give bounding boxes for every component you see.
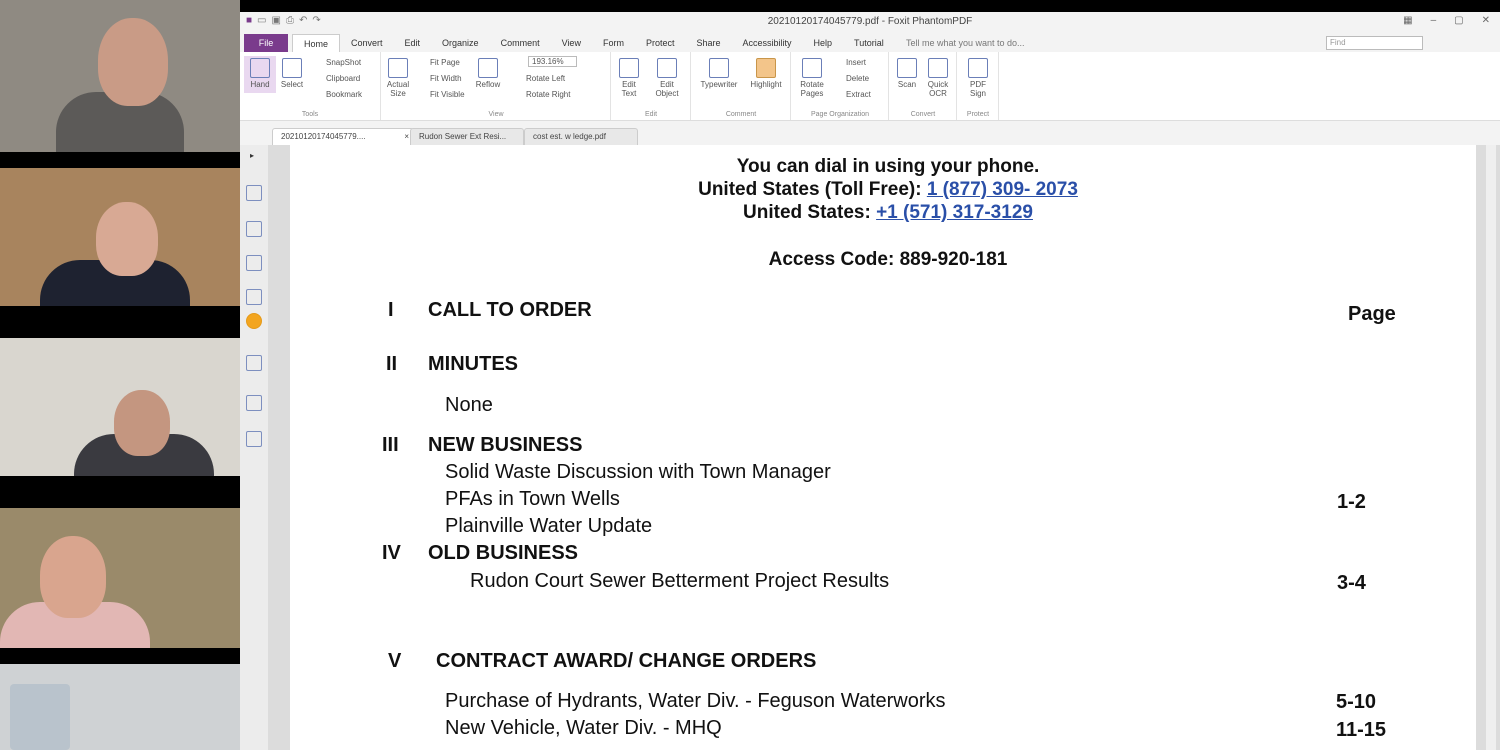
group-label-tools: Tools <box>301 111 319 118</box>
dial-in-heading: You can dial in using your phone. <box>736 156 1040 177</box>
file-menu-button[interactable]: File <box>244 34 288 52</box>
highlight-icon <box>756 58 776 78</box>
participant-head <box>98 18 168 106</box>
group-label-view: View <box>488 111 504 118</box>
section-number: II <box>386 353 398 375</box>
group-label-comment: Comment <box>725 111 757 118</box>
agenda-item: None <box>445 394 493 416</box>
ribbon-tabs <box>292 34 895 52</box>
redo-icon[interactable]: ↷ <box>312 15 321 26</box>
section-number: I <box>388 299 394 321</box>
tab-convert[interactable]: Convert <box>351 38 383 48</box>
document-area <box>268 145 1500 750</box>
select-icon <box>282 58 302 78</box>
agenda-page-ref: 11-15 <box>1336 719 1387 741</box>
reflow-label: Reflow <box>475 80 501 89</box>
agenda-item: Plainville Water Update <box>445 515 653 537</box>
section-number: IV <box>382 542 401 564</box>
tab-view[interactable]: View <box>561 38 581 48</box>
ribbon-group-view <box>382 52 611 120</box>
tab-comment[interactable]: Comment <box>500 38 540 48</box>
undo-icon[interactable]: ↶ <box>298 15 308 26</box>
access-code: Access Code: 889-920-181 <box>768 249 1008 270</box>
edit-text-icon <box>619 58 639 78</box>
reflow-button[interactable] <box>474 58 502 89</box>
tab-form[interactable]: Form <box>602 38 624 48</box>
group-label-page-organization: Page Organization <box>811 111 869 118</box>
agenda-item: PFAs in Town Wells <box>445 488 620 510</box>
maximize-icon[interactable]: ▢ <box>1454 15 1464 26</box>
tab-share[interactable]: Share <box>696 38 721 48</box>
window-controls <box>1403 15 1490 26</box>
minimize-icon[interactable]: – <box>1430 15 1437 26</box>
select-label: Select <box>280 80 304 89</box>
section-number: V <box>388 650 402 672</box>
pdf-sign-label: PDF Sign <box>969 80 986 98</box>
edit-text-button[interactable] <box>614 58 644 98</box>
window-title: 20210120174045779.pdf - Foxit PhantomPDF <box>767 16 973 27</box>
agenda-item: Purchase of Hydrants, Water Div. - Feguson Waterworks <box>445 690 946 712</box>
menu-bar <box>240 34 1500 52</box>
group-label-convert: Convert <box>910 111 936 118</box>
rotate-pages-label: Rotate Pages <box>800 80 824 98</box>
us-number-link[interactable]: +1 (571) 317-3129 <box>876 202 1033 223</box>
rotate-pages-button[interactable] <box>794 58 830 98</box>
rotate-left-button[interactable]: Rotate Left <box>526 74 566 83</box>
edit-text-label: Edit Text <box>621 80 637 98</box>
edit-object-button[interactable] <box>648 58 686 98</box>
highlight-label: Highlight <box>750 80 782 89</box>
toll-free-label: United States (Toll Free): <box>698 179 922 200</box>
reflow-icon <box>478 58 498 78</box>
close-icon[interactable]: ✕ <box>1481 15 1490 26</box>
ribbon-group-edit <box>612 52 691 120</box>
agenda-page-ref: 5-10 <box>1336 691 1377 713</box>
participant-video-4[interactable] <box>0 508 240 648</box>
participant-head <box>40 536 106 618</box>
restore-icon[interactable]: ▦ <box>1403 15 1413 26</box>
ribbon-group-convert <box>890 52 957 120</box>
page-column-header: Page <box>1348 303 1396 325</box>
form-icon[interactable] <box>246 395 262 411</box>
app-logo-icon: ■ <box>246 15 253 26</box>
ribbon-group-page-organization <box>792 52 889 120</box>
select-tool-button[interactable] <box>278 58 306 89</box>
quick-ocr-button[interactable] <box>924 58 952 98</box>
navigation-panel <box>240 145 268 750</box>
group-label-protect: Protect <box>966 111 990 118</box>
section-number: III <box>382 434 399 456</box>
agenda-item: New Vehicle, Water Div. - MHQ <box>445 717 722 739</box>
tab-protect[interactable]: Protect <box>645 38 675 48</box>
doc-tab-title: 20210120174045779.... <box>281 132 366 141</box>
hand-tool-button[interactable] <box>244 56 276 93</box>
participant-head <box>96 202 158 276</box>
us-label: United States: <box>743 202 871 223</box>
tab-accessibility[interactable]: Accessibility <box>742 38 792 48</box>
participant-video-2[interactable] <box>0 168 240 306</box>
tab-organize[interactable]: Organize <box>442 38 479 48</box>
ribbon-group-comment <box>692 52 791 120</box>
typewriter-button[interactable] <box>696 58 742 89</box>
tab-tutorial[interactable]: Tutorial <box>854 38 884 48</box>
pdf-sign-button[interactable] <box>962 58 994 98</box>
doc-tab-active[interactable] <box>272 128 414 145</box>
top-bar <box>240 0 1500 12</box>
doc-tab-2[interactable]: Rudon Sewer Ext Resi... <box>410 128 524 145</box>
tab-edit[interactable]: Edit <box>404 38 421 48</box>
open-icon[interactable]: ▭ <box>257 15 267 26</box>
title-bar <box>240 12 1500 34</box>
scan-button[interactable] <box>894 58 920 89</box>
tell-me-search[interactable]: Tell me what you want to do... <box>906 38 1025 48</box>
typewriter-icon <box>709 58 729 78</box>
expand-panel-icon[interactable]: ▸ <box>250 151 255 160</box>
bookmark-button[interactable]: Bookmark <box>326 90 363 99</box>
agenda-item: Rudon Court Sewer Betterment Project Results <box>470 570 890 592</box>
signature-icon[interactable] <box>246 255 262 271</box>
ribbon-group-protect <box>958 52 999 120</box>
agenda-page-ref: 1-2 <box>1337 491 1366 513</box>
hand-icon <box>250 58 270 78</box>
document-tabs <box>240 127 1500 145</box>
fit-visible-button[interactable]: Fit Visible <box>430 90 465 99</box>
tab-help[interactable]: Help <box>813 38 833 48</box>
participant-video-1[interactable] <box>0 0 240 152</box>
participant-head <box>114 390 170 456</box>
vertical-scrollbar[interactable] <box>1486 145 1496 750</box>
rotate-pages-icon <box>802 58 822 78</box>
insert-button[interactable]: Insert <box>846 58 867 67</box>
edit-object-label: Edit Object <box>655 80 679 98</box>
print-icon[interactable]: ⎙ <box>285 15 294 26</box>
scan-label: Scan <box>897 80 917 89</box>
doc-tab-3[interactable]: cost est. w ledge.pdf <box>524 128 638 145</box>
pdf-viewer-window <box>240 0 1500 750</box>
ribbon-group-tools <box>240 52 381 120</box>
extract-button[interactable]: Extract <box>846 90 871 99</box>
section-title: CONTRACT AWARD/ CHANGE ORDERS <box>436 650 817 672</box>
typewriter-label: Typewriter <box>700 80 738 89</box>
save-icon[interactable]: ▣ <box>271 15 281 26</box>
tab-home[interactable]: Home <box>292 34 340 52</box>
ribbon-toolbar <box>240 52 1500 121</box>
section-title: OLD BUSINESS <box>428 542 579 564</box>
find-input[interactable]: Find <box>1326 36 1423 50</box>
pages-icon[interactable] <box>246 185 262 201</box>
lock-icon[interactable] <box>246 355 262 371</box>
layers-icon[interactable] <box>246 221 262 237</box>
scan-icon <box>897 58 917 78</box>
agenda-item: Solid Waste Discussion with Town Manager <box>445 461 831 483</box>
actual-size-icon <box>388 58 408 78</box>
agenda-page-ref: 3-4 <box>1337 572 1366 594</box>
clipboard-button[interactable]: Clipboard <box>326 74 361 83</box>
edit-object-icon <box>657 58 677 78</box>
snapshot-button[interactable]: SnapShot <box>326 58 362 67</box>
actual-size-label: Actual Size <box>386 80 410 98</box>
video-participant-strip <box>0 0 240 750</box>
actual-size-button[interactable] <box>384 58 412 98</box>
toll-free-line <box>290 179 1486 201</box>
section-title: MINUTES <box>428 353 518 375</box>
delete-button[interactable]: Delete <box>846 74 870 83</box>
audio-icon[interactable] <box>246 313 262 329</box>
zoom-select[interactable]: 193.16% <box>528 56 577 67</box>
section-title: CALL TO ORDER <box>428 299 592 321</box>
section-title: NEW BUSINESS <box>428 434 583 456</box>
rotate-right-button[interactable]: Rotate Right <box>526 90 571 99</box>
participant-video-3[interactable] <box>0 338 240 476</box>
tool-icon[interactable] <box>246 431 262 447</box>
fit-page-button[interactable]: Fit Page <box>430 58 460 67</box>
participant-body <box>10 684 70 750</box>
comments-icon[interactable] <box>246 289 262 305</box>
us-number-line <box>290 202 1486 224</box>
pdf-page <box>290 145 1476 750</box>
group-label-edit: Edit <box>644 111 658 118</box>
highlight-button[interactable] <box>746 58 786 89</box>
close-tab-icon[interactable]: × <box>404 132 409 141</box>
pen-icon <box>968 58 988 78</box>
ocr-icon <box>928 58 948 78</box>
quick-ocr-label: Quick OCR <box>927 80 949 98</box>
fit-width-button[interactable]: Fit Width <box>430 74 462 83</box>
toll-free-number-link[interactable]: 1 (877) 309- 2073 <box>926 179 1078 200</box>
hand-label: Hand <box>250 80 270 89</box>
participant-video-5[interactable] <box>0 664 240 750</box>
